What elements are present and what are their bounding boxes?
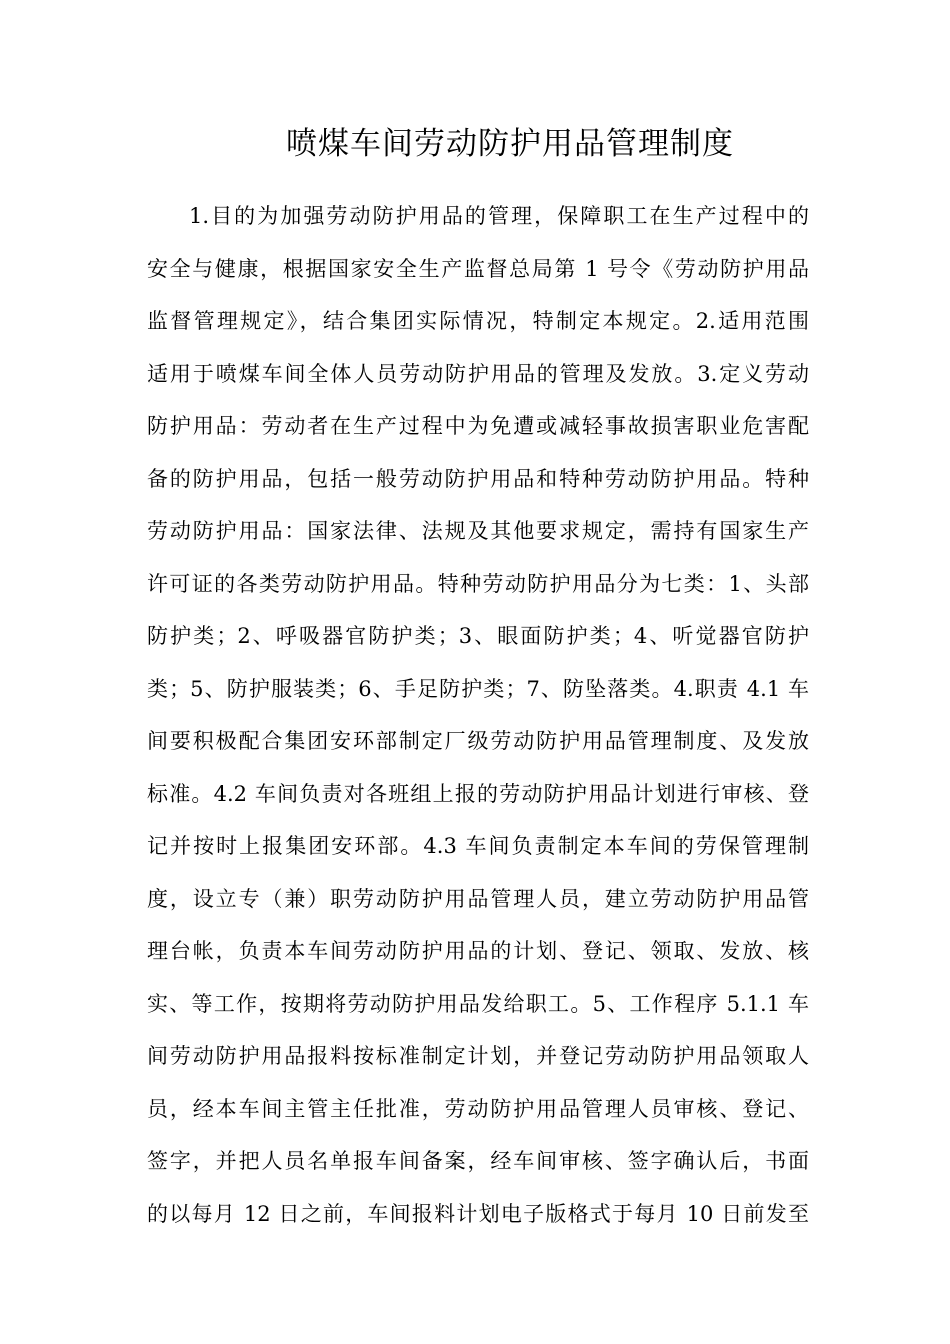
paragraph-line: 类；5、防护服装类；6、手足防护类；7、防坠落类。4.职责 4.1 车 xyxy=(147,676,809,701)
paragraph-line: 度，设立专（兼）职劳动防护用品管理人员，建立劳动防护用品管 xyxy=(147,886,809,911)
paragraph-line: 记并按时上报集团安环部。4.3 车间负责制定本车间的劳保管理制 xyxy=(147,834,809,858)
paragraph-line: 安全与健康，根据国家安全生产监督总局第 1 号令《劳动防护用品 xyxy=(147,256,809,281)
paragraph-line: 间要积极配合集团安环部制定厂级劳动防护用品管理制度、及发放 xyxy=(147,729,809,753)
paragraph-line: 劳动防护用品：国家法律、法规及其他要求规定，需持有国家生产 xyxy=(147,519,809,543)
paragraph-line: 监督管理规定》，结合集团实际情况，特制定本规定。2.适用范围 xyxy=(147,309,809,333)
document-title: 喷煤车间劳动防护用品管理制度 xyxy=(286,126,734,162)
paragraph-line: 理台帐，负责本车间劳动防护用品的计划、登记、领取、发放、核 xyxy=(147,939,809,963)
paragraph-line: 防护类；2、呼吸器官防护类；3、眼面防护类；4、听觉器官防护 xyxy=(147,624,809,648)
paragraph-line: 备的防护用品，包括一般劳动防护用品和特种劳动防护用品。特种 xyxy=(147,466,809,491)
paragraph-line: 标准。4.2 车间负责对各班组上报的劳动防护用品计划进行审核、登 xyxy=(147,781,809,806)
paragraph-line: 适用于喷煤车间全体人员劳动防护用品的管理及发放。3.定义劳动 xyxy=(147,361,809,386)
paragraph-line: 许可证的各类劳动防护用品。特种劳动防护用品分为七类：1、头部 xyxy=(147,571,809,596)
paragraph-line: 员，经本车间主管主任批准，劳动防护用品管理人员审核、登记、 xyxy=(147,1096,809,1121)
paragraph-line: 防护用品：劳动者在生产过程中为免遭或减轻事故损害职业危害配 xyxy=(147,414,809,438)
paragraph-line: 实、等工作，按期将劳动防护用品发给职工。5、工作程序 5.1.1 车 xyxy=(147,991,809,1016)
document-body xyxy=(147,195,809,1245)
paragraph-line: 间劳动防护用品报料按标准制定计划，并登记劳动防护用品领取人 xyxy=(147,1044,809,1068)
paragraph-line: 的以每月 12 日之前，车间报料计划电子版格式于每月 10 日前发至 xyxy=(147,1201,809,1226)
paragraph-line: 签字，并把人员名单报车间备案，经车间审核、签字确认后，书面 xyxy=(147,1149,809,1173)
paragraph-line: 1.目的为加强劳动防护用品的管理，保障职工在生产过程中的 xyxy=(189,204,809,228)
